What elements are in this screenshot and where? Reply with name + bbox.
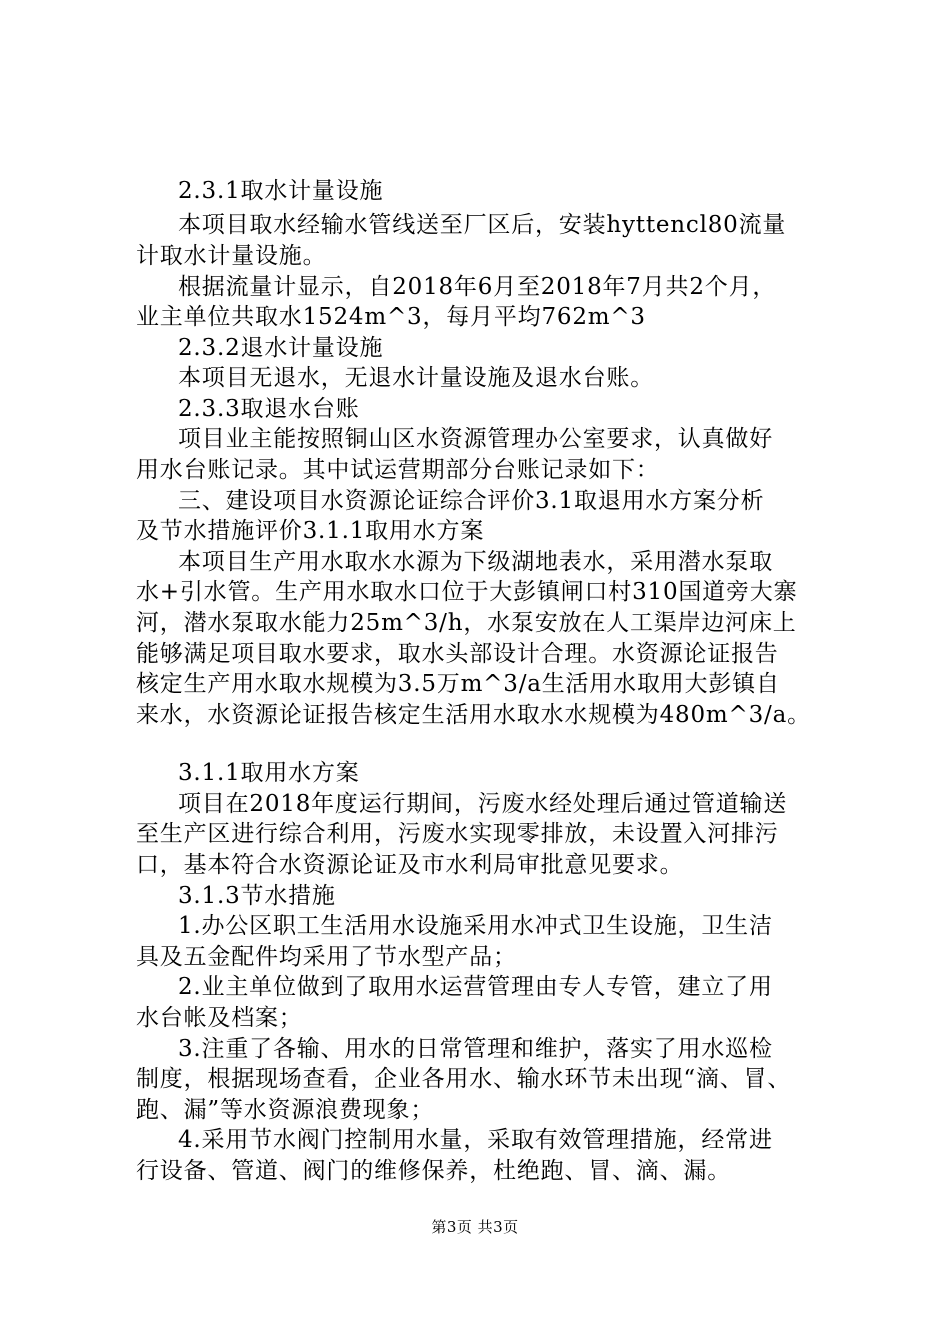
paragraph-line: 计取水计量设施。 (136, 243, 327, 269)
paragraph-line: 本项目无退水，无退水计量设施及退水台账。 (178, 365, 654, 391)
section-heading-three-cont: 及节水措施评价3.1.1取用水方案 (136, 518, 485, 544)
paragraph-line: 用水台账记录。其中试运营期部分台账记录如下： (136, 457, 660, 483)
heading-3-1-1: 3.1.1取用水方案 (178, 760, 360, 786)
section-heading-three: 三、建设项目水资源论证综合评价3.1取退用水方案分析 (178, 488, 765, 514)
list-item-4: 4.采用节水阀门控制用水量，采取有效管理措施，经常进 (178, 1127, 773, 1153)
paragraph-line: 水+引水管。生产用水取水口位于大彭镇闸口村310国道旁大寨 (136, 579, 798, 605)
heading-2-3-1: 2.3.1取水计量设施 (178, 178, 384, 204)
paragraph-line: 来水，水资源论证报告核定生活用水取水水规模为480m^3/a。 (136, 702, 811, 728)
list-item-3-cont: 跑、漏”等水资源浪费现象； (136, 1097, 435, 1123)
list-item-4-cont: 行设备、管道、阀门的维修保养，杜绝跑、冒、滴、漏。 (136, 1158, 731, 1184)
paragraph-line: 项目业主能按照铜山区水资源管理办公室要求，认真做好 (178, 426, 773, 452)
list-item-3: 3.注重了各输、用水的日常管理和维护，落实了用水巡检 (178, 1036, 773, 1062)
list-item-2: 2.业主单位做到了取用水运营管理由专人专管，建立了用 (178, 974, 773, 1000)
list-item-2-cont: 水台帐及档案； (136, 1005, 303, 1031)
heading-2-3-3: 2.3.3取退水台账 (178, 396, 360, 422)
heading-3-1-3: 3.1.3节水措施 (178, 883, 336, 909)
paragraph-line: 根据流量计显示，自2018年6月至2018年7月共2个月， (178, 274, 777, 300)
paragraph-line: 项目在2018年度运行期间，污废水经处理后通过管道输送 (178, 791, 788, 817)
paragraph-line: 能够满足项目取水要求，取水头部设计合理。水资源论证报告 (136, 641, 779, 667)
paragraph-line: 河，潜水泵取水能力25m^3/h，水泵安放在人工渠岸边河床上 (136, 610, 797, 636)
list-item-1-cont: 具及五金配件均采用了节水型产品； (136, 944, 517, 970)
paragraph-line: 业主单位共取水1524m^3，每月平均762m^3 (136, 304, 646, 330)
heading-2-3-2: 2.3.2退水计量设施 (178, 335, 384, 361)
paragraph-line: 至生产区进行综合利用，污废水实现零排放，未设置入河排污 (136, 821, 779, 847)
list-item-3-cont: 制度，根据现场查看，企业各用水、输水环节未出现“滴、冒、 (136, 1066, 792, 1092)
paragraph-line: 核定生产用水取水规模为3.5万m^3/a生活用水取用大彭镇自 (136, 671, 780, 697)
page-number-footer: 第3页 共3页 (431, 1218, 519, 1236)
paragraph-line: 口，基本符合水资源论证及市水利局审批意见要求。 (136, 852, 684, 878)
list-item-1: 1.办公区职工生活用水设施采用水冲式卫生设施，卫生洁 (178, 913, 773, 939)
paragraph-line: 本项目生产用水取水水源为下级湖地表水，采用潜水泵取 (178, 549, 773, 575)
paragraph-line: 本项目取水经输水管线送至厂区后，安装hyttencl80流量 (178, 212, 787, 238)
